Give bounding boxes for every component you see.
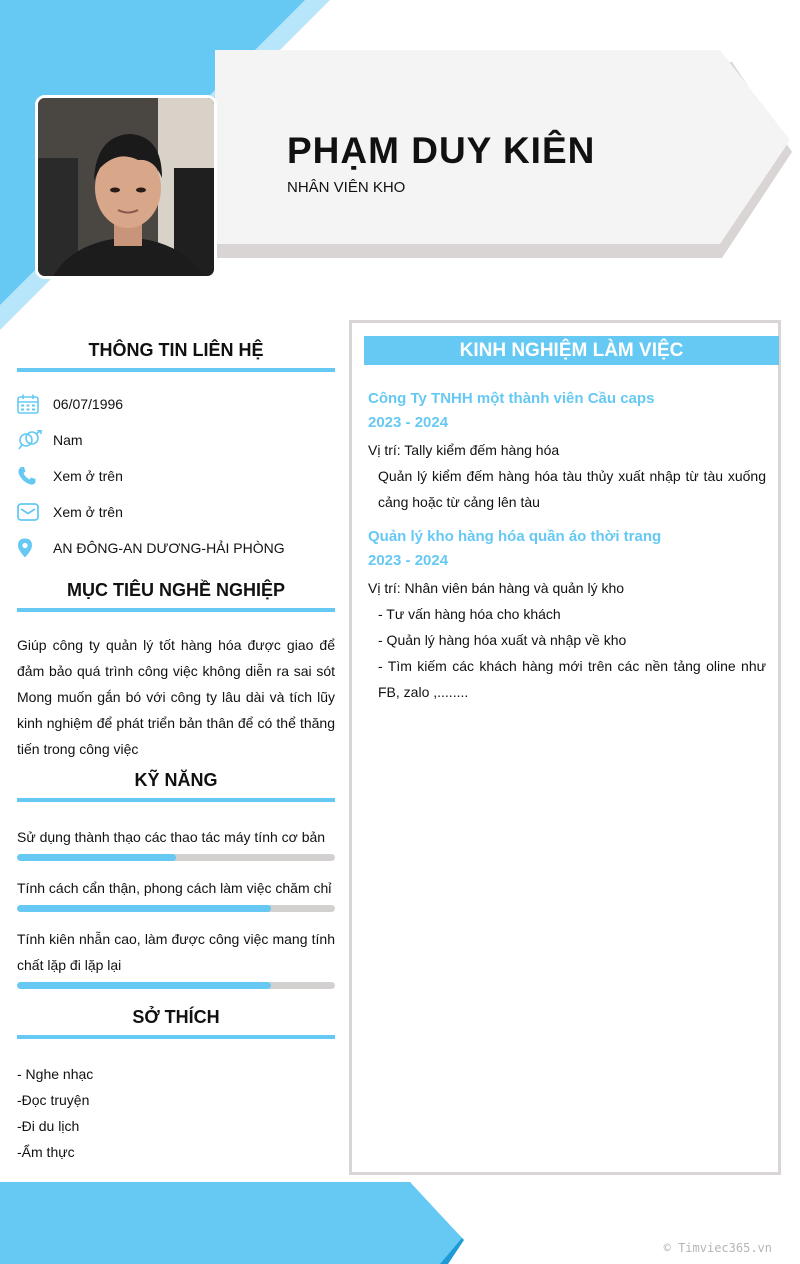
skill-level-fill <box>17 854 176 861</box>
job-detail: - Tư vấn hàng hóa cho khách <box>378 606 561 622</box>
contact-item-birthdate <box>17 386 335 422</box>
skill-name: Sử dụng thành thạo các thao tác máy tính cơ bản <box>17 829 326 845</box>
phone-icon <box>17 464 53 488</box>
address-value: AN ĐÔNG-AN DƯƠNG-HẢI PHÒNG <box>53 540 285 556</box>
skill-item <box>17 875 335 912</box>
gender-value: Nam <box>53 432 83 448</box>
gender-icon <box>17 428 53 452</box>
experience-panel <box>349 320 781 1175</box>
contact-item-address <box>17 530 335 566</box>
job-entry <box>352 387 778 515</box>
skill-name: Tính cách cẩn thận, phong cách làm việc chăm chỉ <box>17 880 332 896</box>
job-title: NHÂN VIÊN KHO <box>287 179 406 196</box>
skill-level-fill <box>17 982 271 989</box>
hobby-item: -Đọc truyện <box>17 1092 90 1108</box>
job-company: Quản lý kho hàng hóa quần áo thời trang <box>368 528 662 545</box>
skill-item <box>17 824 335 861</box>
skill-level-fill <box>17 905 271 912</box>
birthdate-value: 06/07/1996 <box>53 396 124 412</box>
footer-credit: © Timviec365.vn <box>663 1241 772 1255</box>
profile-photo <box>35 95 217 279</box>
job-period: 2023 - 2024 <box>368 414 449 431</box>
contact-list <box>17 386 335 566</box>
left-column <box>17 340 335 1165</box>
job-detail: - Tìm kiếm các khách hàng mới trên các nền tảng oline như FB, zalo ,........ <box>378 658 766 700</box>
skill-level-bar <box>17 905 335 912</box>
skill-item <box>17 926 335 989</box>
job-entry <box>352 525 778 705</box>
skill-level-bar <box>17 982 335 989</box>
job-company: Công Ty TNHH một thành viên Cầu caps <box>368 390 655 407</box>
objective-section-title: MỤC TIÊU NGHỀ NGHIỆP <box>17 580 335 612</box>
hobby-item: -Ẩm thực <box>17 1144 75 1160</box>
email-value: Xem ở trên <box>53 504 123 520</box>
location-icon <box>17 536 53 560</box>
job-period: 2023 - 2024 <box>368 552 449 569</box>
skill-name: Tính kiên nhẫn cao, làm được công việc mang tính chất lặp đi lặp lại <box>17 931 335 973</box>
contact-item-phone <box>17 458 335 494</box>
hobby-item: -Đi du lịch <box>17 1118 80 1134</box>
contact-item-email <box>17 494 335 530</box>
bottom-blue-band <box>0 1182 462 1264</box>
candidate-name: PHẠM DUY KIÊN <box>287 130 596 171</box>
job-position: Vị trí: Tally kiểm đếm hàng hóa <box>368 442 560 458</box>
calendar-icon <box>17 392 53 416</box>
hobbies-list <box>17 1061 335 1165</box>
email-icon <box>17 500 53 524</box>
objective-text: Giúp công ty quản lý tốt hàng hóa được giao để đảm bảo quá trình công việc không diễn ra sai sót Mong muốn gắn bó với công ty lâu dài và tích lũy kinh nghiệm để phát triển bản thân để có thể thăng tiến trong công việc <box>17 637 335 757</box>
hobby-item: - Nghe nhạc <box>17 1066 94 1082</box>
job-detail: Quản lý kiểm đếm hàng hóa tàu thủy xuất nhập từ tàu xuống cảng hoặc từ cảng lên tàu <box>378 468 766 510</box>
job-position: Vị trí: Nhân viên bán hàng và quản lý kho <box>368 580 625 596</box>
skills-section-title: KỸ NĂNG <box>17 770 335 802</box>
experience-section-title: KINH NGHIỆM LÀM VIỆC <box>364 336 779 365</box>
contact-section-title: THÔNG TIN LIÊN HỆ <box>17 340 335 372</box>
skill-level-bar <box>17 854 335 861</box>
job-detail: - Quản lý hàng hóa xuất và nhập về kho <box>378 632 627 648</box>
hobbies-section-title: SỞ THÍCH <box>17 1007 335 1039</box>
phone-value: Xem ở trên <box>53 468 123 484</box>
contact-item-gender <box>17 422 335 458</box>
